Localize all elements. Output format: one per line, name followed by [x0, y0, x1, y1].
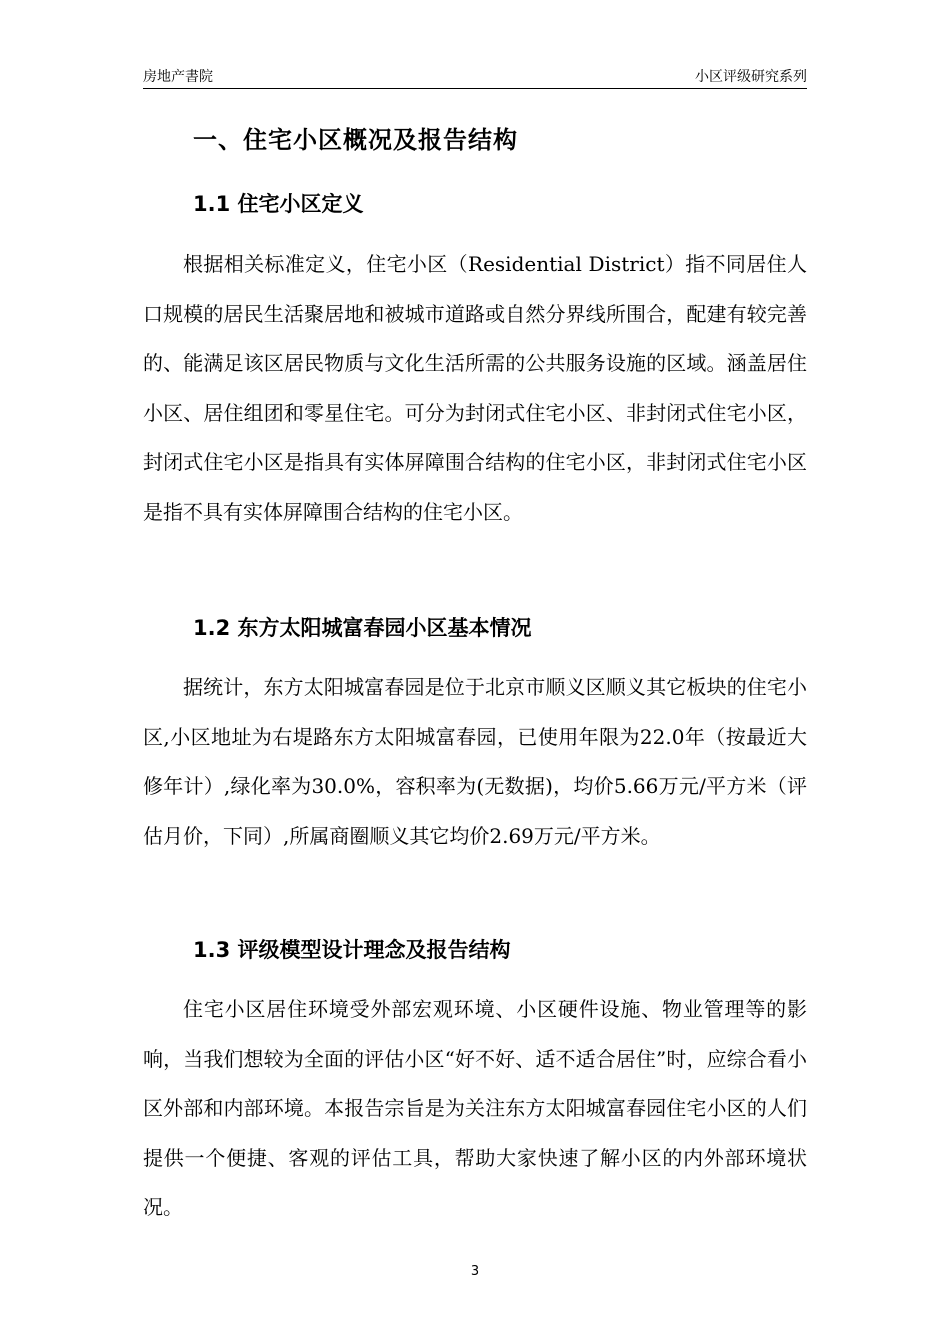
heading-1-3: 1.3 评级模型设计理念及报告结构 [193, 938, 511, 962]
heading-1-2: 1.2 东方太阳城富春园小区基本情况 [193, 616, 532, 640]
section-title: 一、住宅小区概况及报告结构 [193, 126, 518, 154]
paragraph-1-3: 住宅小区居住环境受外部宏观环境、小区硬件设施、物业管理等的影响，当我们想较为全面的评估小区“好不好、适不适合居住”时，应综合看小区外部和内部环境。本报告宗旨是为关注东方太阳城富春园住宅小区的人们提供一个便捷、客观的评估工具，帮助大家快速了解小区的内外部环境状况。 [143, 997, 807, 1219]
page-header [143, 66, 807, 89]
paragraph-1-2: 据统计，东方太阳城富春园是位于北京市顺义区顺义其它板块的住宅小区,小区地址为右堤路东方太阳城富春园，已使用年限为22.0年（按最近大修年计）,绿化率为30.0%，容积率为(无数据)，均价5.66万元/平方米（评估月价，下同）,所属商圈顺义其它均价2.69万元/平方米。 [143, 675, 807, 848]
page-number: 3 [470, 1264, 480, 1279]
header-series-title: 小区评级研究系列 [695, 69, 807, 85]
header-publisher: 房地产書院 [143, 69, 213, 85]
heading-1-1: 1.1 住宅小区定义 [193, 192, 364, 216]
paragraph-1-1: 根据相关标准定义，住宅小区（Residential District）指不同居住人口规模的居民生活聚居地和被城市道路或自然分界线所围合，配建有较完善的、能满足该区居民物质与文化生活所需的公共服务设施的区域。涵盖居住小区、居住组团和零星住宅。可分为封闭式住宅小区、非封闭式住宅小区，封闭式住宅小区是指具有实体屏障围合结构的住宅小区，非封闭式住宅小区是指不具有实体屏障围合结构的住宅小区。 [143, 252, 807, 524]
